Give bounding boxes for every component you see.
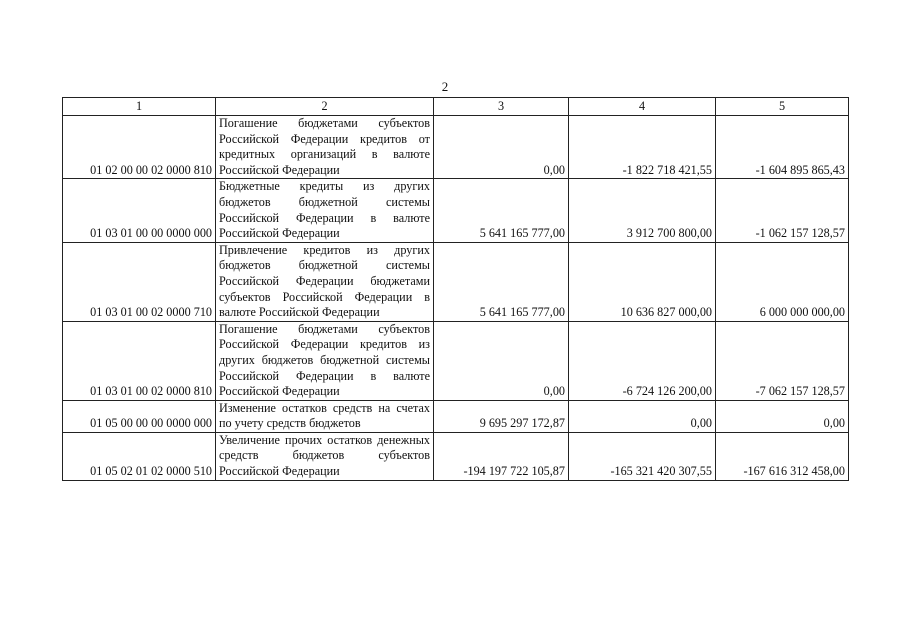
- row-value-col3: -194 197 722 105,87: [434, 432, 569, 480]
- row-name: Изменение остатков средств на счетах по учету средств бюджетов: [216, 400, 434, 432]
- column-header-3: 3: [434, 98, 569, 116]
- row-value-col4: 3 912 700 800,00: [569, 179, 716, 242]
- row-value-col4: 0,00: [569, 400, 716, 432]
- table-row: [63, 321, 849, 400]
- budget-sources-table: [62, 97, 849, 481]
- row-value-col4: 10 636 827 000,00: [569, 242, 716, 321]
- row-code: 01 03 01 00 02 0000 810: [63, 321, 216, 400]
- table-row: [63, 432, 849, 480]
- column-header-2: 2: [216, 98, 434, 116]
- column-header-1: 1: [63, 98, 216, 116]
- row-name: Увеличение прочих остатков денежных средств бюджетов субъектов Российской Федерации: [216, 432, 434, 480]
- row-value-col5: 6 000 000 000,00: [716, 242, 849, 321]
- row-value-col4: -165 321 420 307,55: [569, 432, 716, 480]
- row-value-col3: 5 641 165 777,00: [434, 179, 569, 242]
- row-value-col5: 0,00: [716, 400, 849, 432]
- row-value-col4: -1 822 718 421,55: [569, 116, 716, 179]
- row-name: Бюджетные кредиты из других бюджетов бюджетной системы Российской Федерации в валюте Российской Федерации: [216, 179, 434, 242]
- row-value-col3: 0,00: [434, 321, 569, 400]
- column-header-5: 5: [716, 98, 849, 116]
- table-row: [63, 179, 849, 242]
- row-value-col5: -167 616 312 458,00: [716, 432, 849, 480]
- row-value-col3: 5 641 165 777,00: [434, 242, 569, 321]
- row-code: 01 05 00 00 00 0000 000: [63, 400, 216, 432]
- row-name: Погашение бюджетами субъектов Российской Федерации кредитов из других бюджетов бюджетной системы Российской Федерации в валюте Российской Федерации: [216, 321, 434, 400]
- page-number: 2: [441, 79, 449, 94]
- row-name: Погашение бюджетами субъектов Российской Федерации кредитов от кредитных организаций в валюте Российской Федерации: [216, 116, 434, 179]
- row-code: 01 03 01 00 00 0000 000: [63, 179, 216, 242]
- row-code: 01 05 02 01 02 0000 510: [63, 432, 216, 480]
- row-value-col3: 0,00: [434, 116, 569, 179]
- row-value-col5: -1 604 895 865,43: [716, 116, 849, 179]
- row-value-col3: 9 695 297 172,87: [434, 400, 569, 432]
- table-row: [63, 400, 849, 432]
- row-value-col5: -1 062 157 128,57: [716, 179, 849, 242]
- row-code: 01 03 01 00 02 0000 710: [63, 242, 216, 321]
- column-header-4: 4: [569, 98, 716, 116]
- table-row: [63, 116, 849, 179]
- row-value-col5: -7 062 157 128,57: [716, 321, 849, 400]
- table-header-row: [63, 98, 849, 116]
- row-code: 01 02 00 00 02 0000 810: [63, 116, 216, 179]
- row-name: Привлечение кредитов из других бюджетов бюджетной системы Российской Федерации бюджетами субъектов Российской Федерации в валюте Российской Федерации: [216, 242, 434, 321]
- row-value-col4: -6 724 126 200,00: [569, 321, 716, 400]
- table-row: [63, 242, 849, 321]
